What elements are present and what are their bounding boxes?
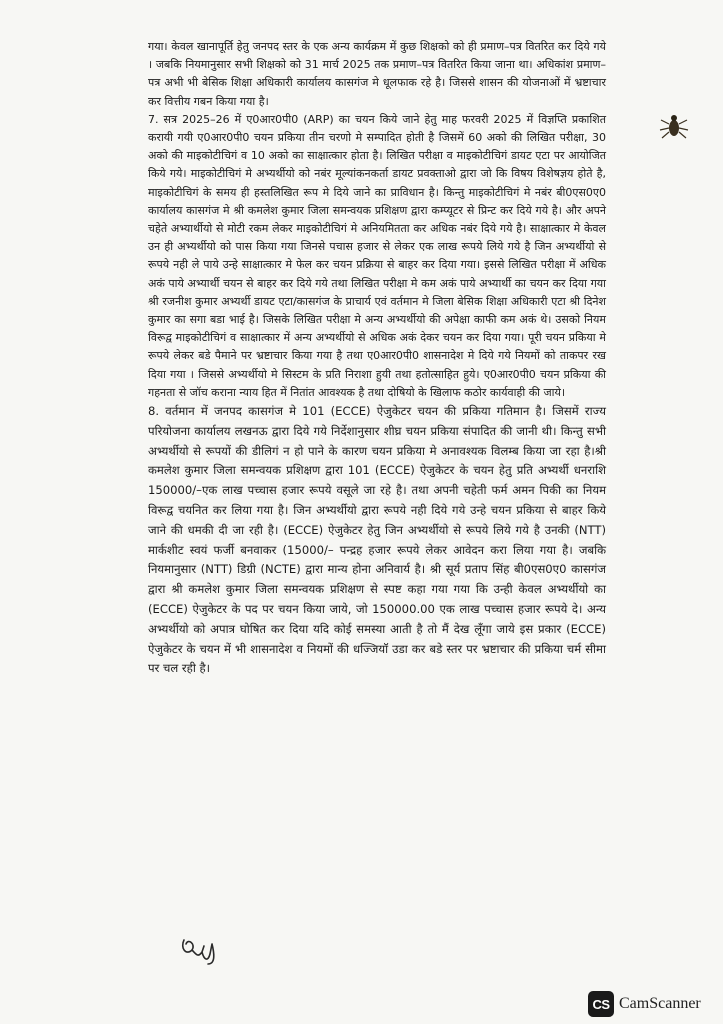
camscanner-label: CamScanner: [619, 995, 701, 1012]
signature: [178, 930, 228, 966]
camscanner-watermark: [588, 990, 718, 1018]
camscanner-icon: CS: [588, 991, 614, 1017]
paragraph-8: 8. वर्तमान में जनपद कासगंज मे 101 (ECCE) ऐजुकेटर चयन की प्रकिया गतिमान है। जिसमें राज्य परियोजना कार्यालय लखनऊ द्वारा दिये गये निर्देशानुसार शीघ्र चयन प्रकिया संपादित की जानी थी। किन्तु सभी अभ्यर्थीयो से रूपयों की डीलिगं न हो पाने के कारण चयन प्रकिया मे अनावश्यक विलम्ब किया जा रहा है।श्री कमलेश कुमार जिला समन्वयक प्रशिक्षण द्वारा 101 (ECCE) ऐजुकेटर के चयन हेतु प्रति अभ्यर्थी धनराशि 150000/–एक लाख पच्चास हजार रूपये वसूले जा रहे है। तथा अपनी चहेती फर्म अमन पिकी का नियम विरूद्व चयनित कर लिया गया है। जिन अभ्यर्थीयो द्वारा रूपये नही दिये गये उन्हे चयन प्रकिया से बाहर किये जाने की धमकी दी जा रही है। (ECCE) ऐजुकेटर हेतु जिन अभ्यर्थीयो से रूपये लिये गये है उनकी (NTT) मार्कशीट स्वयं फर्जी बनवाकर (15000/– पन्द्रह हजार रूपये लेकर आवेदन करा लिया गया है। जबकि नियमानुसार (NTT) डिग्री (NCTE) द्वारा मान्य होना अनिवार्य है। श्री सूर्य प्रताप सिंह बी0एस0ए0 कासगंज द्वारा श्री कमलेश कुमार जिला समन्वयक प्रशिक्षण से स्पष्ट कहा गया गया कि उन्ही केवल अभ्यर्थीयो का (ECCE) ऐजुकेटर के पद पर चयन किया जाये, जो 150000.00 एक लाख पच्चास हजार रूपये दे। अन्य अभ्यर्थीयो को अपात्र घोषित कर दिया यदि कोई समस्या आती है तो मैं देख लूँगा जाये इस प्रकार (ECCE) ऐजुकेटर के चयन में भी शासनादेश व नियमों की धज्जियॉ उडा कर बडे स्तर पर भ्रष्टाचार की प्रकिया चर्म सीमा पर चल रही है।: [148, 404, 606, 676]
paragraph-intro: गया। केवल खानापूर्ति हेतु जनपद स्तर के एक अन्य कार्यक्रम में कुछ शिक्षको को ही प्रमाण–पत्र वितरित कर दिये गये । जबकि नियमानुसार सभी शिक्षको को 31 मार्च 2025 तक प्रमाण–पत्र वितरित किया जाना था। अधिकांश प्रमाण–पत्र अभी भी बेसिक शिक्षा अधिकारी कार्यालय कासगंज मे धूलफाक रहे है। जिससे शासन की योजनाओं में भ्रष्टाचार कर वित्तीय गबन किया गया है।: [148, 40, 606, 108]
document-body: [148, 38, 606, 679]
paragraph-7: 7. सत्र 2025–26 में ए0आर0पी0 (ARP) का चयन किये जाने हेतु माह फरवरी 2025 में विज्ञप्ति प्रकाशित करायी गयी ए0आर0पी0 चयन प्रकिया तीन चरणो मे सम्पादित होती है जिसमें 60 अको की लिखित परीक्षा, 30 अको की माइकोटीचिगं व 10 अको का साक्षात्कार होता है। लिखित परीक्षा व माइकोटीचिगं डायट एटा पर आयोजित किये गये। माइकोटीचिगं मे अभ्यर्थीयो को नबंर मूल्यांकनकर्ता डायट प्रवक्ताओ द्वारा जो कि विषय विशेषज्ञय होते है, माइकोटीचिगं के समय ही हस्तलिखित रूप मे दिये जाने का प्राविधान है। किन्तु माइकोटीचिगं मे नबंर बी0एस0ए0 कार्यालय कासगंज मे श्री कमलेश कुमार जिला समन्वयक प्रशिक्षण द्वारा कम्प्यूटर से प्रिन्ट कर दिये गये है। और अपने चहेते अभ्यार्थीयो से मोटी रकम लेकर माइकोटीचिगं मे अनियमितता कर अधिक नबंर दिये गये है। साक्षात्कार मे केवल उन ही अभ्यर्थीयो को पास किया गया जिनसे पचास हजार से लेकर एक लाख रूपये लिये गये है जिन अभ्यर्थीयो से रूपये नही ले पाये उन्हे साक्षात्कार मे फेल कर चयन प्रक्रिया से बाहर कर दिया गया। इससे लिखित परीक्षा में अधिक अकं पाये अभ्यार्थी चयन से बाहर कर दिये गये तथा लिखित परीक्षा मे कम अकं पाये अभ्यार्थी का चयन कर दिया गया श्री रजनीश कुमार अभ्यर्थी डायट एटा/कासगंज के प्राचार्य एवं वर्तमान मे जिला बेसिक शिक्षा अधिकारी एटा श्री दिनेश कुमार का सगा बडा भाई है। जिसके लिखित परीक्षा मे अन्य अभ्यर्थीयो की अपेक्षा काफी कम अकं थे। उसको नियम विरूद्व माइकोटीचिगं व साक्षात्कार में अन्य अभ्यर्थीयो से अधिक अकं देकर चयन कर दिया गया। पूरी चयन प्रकिया मे रूपये लेकर बडे पैमाने पर भ्रष्टाचार किया गया है तथा ए0आर0पी0 शासनादेश मे दिये गये नियमों को ताकपर रख दिया गया । जिससे अभ्यर्थीयो मे सिस्टम के प्रति निराशा हुयी तथा हतोत्साहित हुये। ए0आर0पी0 चयन प्रकिया की गहनता से जॉच कराना न्याय हित में नितांत आवश्यक है तथा दोषियो के खिलाफ कठोर कार्यवाही की जाये।: [148, 112, 606, 399]
insect-mark: [656, 108, 692, 144]
